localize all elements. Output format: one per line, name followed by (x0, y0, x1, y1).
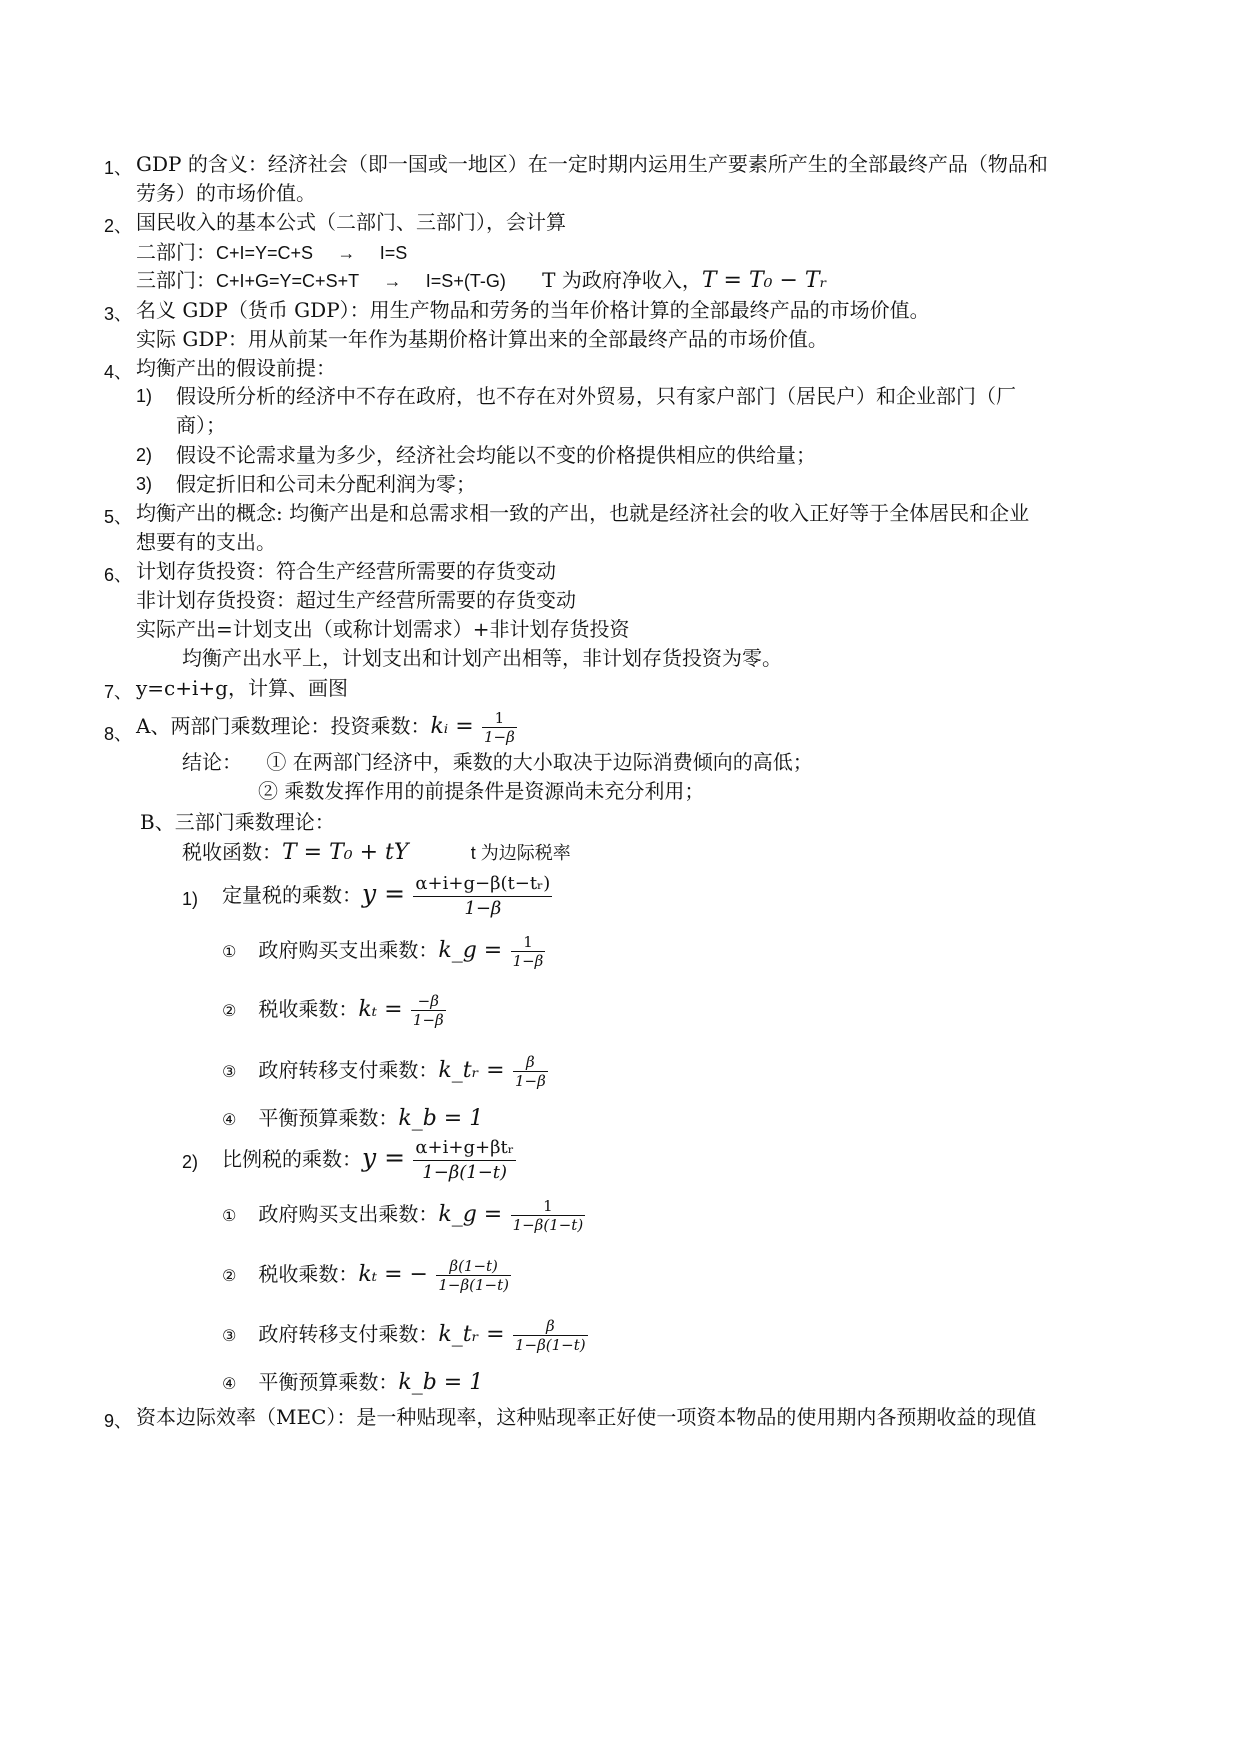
tax-function-label: 税收函数： (182, 840, 282, 864)
item-4-sub-3-number: 3) (136, 474, 153, 494)
y-symbol: y = (362, 879, 406, 908)
item-5-number: 5、 (104, 507, 133, 527)
two-sector-label: 二部门： (136, 240, 216, 264)
circled-1: ① (222, 942, 237, 961)
unplanned-inventory-line: 非计划存货投资：超过生产经营所需要的存货变动 (136, 588, 576, 612)
arrow-icon: → (337, 243, 356, 263)
proportional-label: 比例税的乘数： (222, 1147, 362, 1171)
item-4-number: 4、 (104, 362, 133, 382)
gov-purchase-label: 政府购买支出乘数： (258, 938, 439, 962)
conclusion-label: 结论： (182, 750, 242, 774)
item-7-text: y=c+i+g，计算、画图 (136, 676, 348, 700)
circled-3: ③ (222, 1326, 237, 1345)
numerator: β (513, 1053, 548, 1072)
kg-symbol: k_g = (438, 1202, 503, 1227)
item-1-line-2: 劳务）的市场价值。 (136, 181, 316, 205)
ktr-fraction (513, 1317, 588, 1354)
kt-symbol: kₜ = − (358, 1262, 428, 1287)
kg-fraction (511, 933, 546, 970)
item-4-sub-1-line-2: 商）； (176, 413, 226, 437)
item-4-sub-1-line-1: 假设所分析的经济中不存在政府，也不存在对外贸易，只有家户部门（居民户）和企业部门（厂 (176, 384, 1016, 408)
item-4-sub-1-number: 1) (136, 386, 153, 406)
two-sector-row (136, 238, 407, 267)
item-8-number: 8、 (104, 724, 133, 744)
denominator: 1−β (514, 1072, 546, 1090)
real-gdp-line: 实际 GDP：用从前某一年作为基期价格计算出来的全部最终产品的市场价值。 (136, 327, 828, 351)
numerator: α+i+g−β(t−tᵣ) (413, 872, 552, 897)
proportional-number: 2) (182, 1152, 199, 1172)
p2-kg-row (222, 1190, 587, 1240)
circled-3: ③ (222, 1062, 237, 1081)
numerator: −β (411, 992, 446, 1011)
section-b-title: B、三部门乘数理论： (140, 810, 335, 834)
ktr-symbol: k_tᵣ = (438, 1322, 505, 1347)
item-9-text: 资本边际效率（MEC）：是一种贴现率，这种贴现率正好使一项资本物品的使用期内各预期收益的现值 (136, 1405, 1037, 1429)
item-2-title: 国民收入的基本公式（二部门、三部门），会计算 (136, 210, 566, 234)
conclusion-row-1 (182, 748, 813, 776)
circled-2: ② (222, 1001, 237, 1020)
denominator: 1−β(1−t) (438, 1276, 509, 1294)
item-3-number: 3、 (104, 304, 133, 324)
lump-sum-label: 定量税的乘数： (222, 883, 362, 907)
three-sector-row (136, 266, 827, 295)
marginal-tax-note: t 为边际税率 (470, 843, 571, 863)
numerator: 1 (511, 933, 546, 952)
equilibrium-note-line: 均衡产出水平上，计划支出和计划产出相等，非计划存货投资为零。 (182, 646, 782, 670)
item-9-number: 9、 (104, 1411, 133, 1431)
denominator: 1−β(1−t) (512, 1216, 584, 1234)
section-a-title: A、两部门乘数理论：投资乘数： (136, 714, 431, 738)
proportional-multiplier-row (222, 1130, 518, 1187)
denominator: 1−β(1−t) (514, 1336, 586, 1354)
ktr-symbol: k_tᵣ = (438, 1058, 505, 1083)
denominator: 1−β (464, 898, 502, 919)
tax-function-row (182, 838, 571, 867)
three-sector-note: T 为政府净收入， (542, 268, 702, 292)
proportional-fraction (413, 1136, 516, 1185)
y-symbol: y = (362, 1143, 406, 1172)
p1-ktr-row (222, 1046, 550, 1096)
kg-fraction (511, 1197, 586, 1234)
kt-fraction (411, 992, 446, 1029)
balanced-budget-label: 平衡预算乘数： (258, 1370, 399, 1394)
p2-kt-row (222, 1250, 513, 1300)
three-sector-result: I=S+(T-G) (425, 271, 506, 291)
actual-output-line: 实际产出=计划支出（或称计划需求）+非计划存货投资 (136, 617, 630, 641)
arrow-icon: → (383, 271, 402, 291)
kb-formula: k_b = 1 (398, 1370, 484, 1395)
item-4-title: 均衡产出的假设前提： (136, 356, 336, 380)
denominator: 1−β (512, 952, 544, 970)
p2-kb-row (222, 1364, 483, 1402)
gov-purchase-label: 政府购买支出乘数： (258, 1202, 439, 1226)
numerator: 1 (482, 709, 517, 728)
investment-multiplier-fraction (482, 709, 517, 746)
item-1-line-1: GDP 的含义：经济社会（即一国或一地区）在一定时期内运用生产要素所产生的全部最终产品（物品和 (136, 152, 1048, 176)
numerator: β(1−t) (436, 1257, 511, 1276)
ki-symbol: kᵢ = (430, 714, 474, 739)
transfer-multiplier-label: 政府转移支付乘数： (258, 1322, 439, 1346)
circled-1: ① (222, 1206, 237, 1225)
conclusion-2: ② 乘数发挥作用的前提条件是资源尚未充分利用； (258, 779, 705, 803)
lump-sum-multiplier-row (222, 866, 554, 923)
kg-symbol: k_g = (438, 938, 503, 963)
numerator: β (513, 1317, 588, 1336)
three-sector-equation: C+I+G=Y=C+S+T (216, 271, 360, 291)
circled-4: ④ (222, 1374, 237, 1393)
item-4-sub-3-line-1: 假定折旧和公司未分配利润为零； (176, 472, 476, 496)
investment-multiplier-row (136, 702, 519, 751)
denominator: 1−β (484, 728, 515, 746)
item-6-number: 6、 (104, 565, 133, 585)
tax-multiplier-label: 税收乘数： (258, 1262, 359, 1286)
kt-symbol: kₜ = (358, 997, 403, 1022)
transfer-multiplier-label: 政府转移支付乘数： (258, 1058, 439, 1082)
circled-4: ④ (222, 1110, 237, 1129)
two-sector-result: I=S (379, 243, 408, 263)
item-2-number: 2、 (104, 216, 133, 236)
net-tax-formula: T = T₀ − Tᵣ (701, 268, 828, 293)
denominator: 1−β(1−t) (422, 1162, 508, 1183)
numerator: α+i+g+βtᵣ (413, 1136, 516, 1161)
p1-kt-row (222, 985, 448, 1035)
conclusion-1: ① 在两部门经济中，乘数的大小取决于边际消费倾向的高低； (266, 750, 813, 774)
lump-sum-number: 1) (182, 889, 199, 909)
tax-function-formula: T = T₀ + tY (282, 840, 409, 865)
numerator: 1 (511, 1197, 586, 1216)
lump-sum-fraction (413, 872, 552, 921)
item-7-number: 7、 (104, 682, 133, 702)
item-5-line-1: 均衡产出的概念: 均衡产出是和总需求相一致的产出，也就是经济社会的收入正好等于全体居民和企业 (136, 501, 1030, 525)
kb-formula: k_b = 1 (398, 1106, 484, 1131)
item-5-line-2: 想要有的支出。 (136, 530, 276, 554)
two-sector-equation: C+I=Y=C+S (216, 243, 314, 263)
kt-fraction (436, 1257, 511, 1294)
planned-inventory-line: 计划存货投资：符合生产经营所需要的存货变动 (136, 559, 556, 583)
tax-multiplier-label: 税收乘数： (258, 997, 359, 1021)
denominator: 1−β (412, 1011, 444, 1029)
p1-kg-row (222, 926, 547, 976)
circled-2: ② (222, 1266, 237, 1285)
p2-ktr-row (222, 1310, 590, 1360)
item-1-number: 1、 (104, 158, 133, 178)
three-sector-label: 三部门： (136, 268, 216, 292)
ktr-fraction (513, 1053, 548, 1090)
item-4-sub-2-number: 2) (136, 445, 153, 465)
nominal-gdp-line: 名义 GDP（货币 GDP）：用生产物品和劳务的当年价格计算的全部最终产品的市场价值。 (136, 298, 930, 322)
balanced-budget-label: 平衡预算乘数： (258, 1106, 399, 1130)
item-4-sub-2-line-1: 假设不论需求量为多少，经济社会均能以不变的价格提供相应的供给量； (176, 443, 816, 467)
